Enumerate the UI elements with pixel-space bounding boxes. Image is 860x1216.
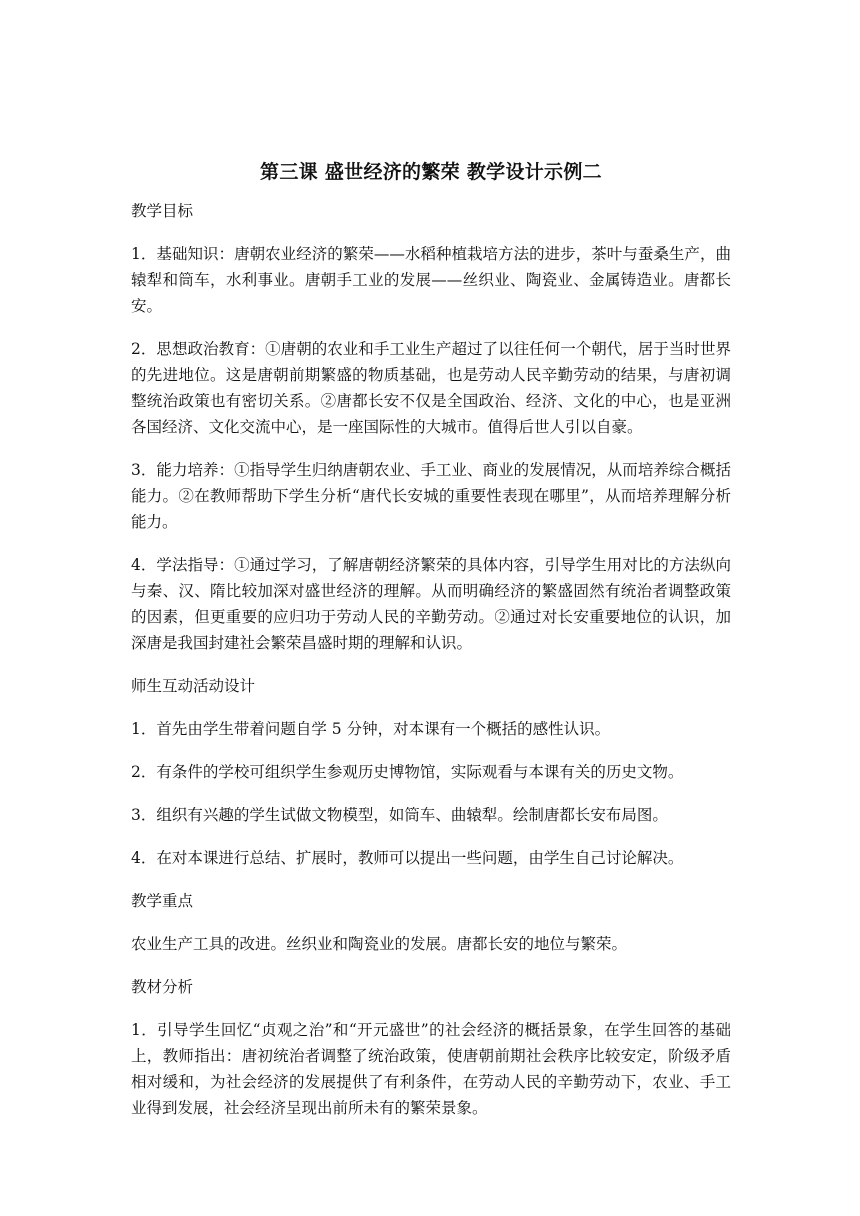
goal-paragraph-basic-knowledge: 1．基础知识：唐朝农业经济的繁荣——水稻种植栽培方法的进步，茶叶与蚕桑生产，曲辕犁和筒车，水利事业。唐朝手工业的发展——丝织业、陶瓷业、金属铸造业。唐都长安。 [131, 245, 731, 315]
document-title: 第三课 盛世经济的繁荣 教学设计示例二 [260, 161, 602, 183]
goal-paragraph-study-method: 4．学法指导：①通过学习，了解唐朝经济繁荣的具体内容，引导学生用对比的方法纵向与秦、汉、隋比较加深对盛世经济的理解。从而明确经济的繁盛固然有统治者调整政策的因素，但更重要的应归功于劳动人民的辛勤劳动。②通过对长安重要地位的认识，加深唐是我国封建社会繁荣昌盛时期的理解和认识。 [131, 556, 731, 652]
activity-item-2: 2．有条件的学校可组织学生参观历史博物馆，实际观看与本课有关的历史文物。 [131, 763, 684, 781]
material-analysis-paragraph: 1．引导学生回忆“贞观之治”和“开元盛世”的社会经济的概括景象，在学生回答的基础上，教师指出：唐初统治者调整了统治政策，使唐朝前期社会秩序比较安定，阶级矛盾相对缓和，为社会经济的发展提供了有利条件，在劳动人民的辛勤劳动下，农业、手工业得到发展，社会经济呈现出前所未有的繁荣景象。 [131, 1021, 731, 1117]
goal-paragraph-ability-training: 3．能力培养：①指导学生归纳唐朝农业、手工业、商业的发展情况，从而培养综合概括能力。②在教师帮助下学生分析“唐代长安城的重要性表现在哪里”，从而培养理解分析能力。 [131, 461, 731, 531]
section-heading-material-analysis: 教材分析 [131, 978, 194, 996]
goal-paragraph-political-education: 2．思想政治教育：①唐朝的农业和手工业生产超过了以往任何一个朝代，居于当时世界的先进地位。这是唐朝前期繁盛的物质基础，也是劳动人民辛勤劳动的结果，与唐初调整统治政策也有密切关系。②唐都长安不仅是全国政治、经济、文化的中心，也是亚洲各国经济、文化交流中心，是一座国际性的大城市。值得后世人引以自豪。 [131, 340, 731, 436]
document-content [131, 158, 731, 1138]
section-heading-teaching-goals: 教学目标 [131, 202, 194, 220]
activity-item-1: 1．首先由学生带着问题自学 5 分钟，对本课有一个概括的感性认识。 [131, 720, 611, 738]
key-points-paragraph: 农业生产工具的改进。丝织业和陶瓷业的发展。唐都长安的地位与繁荣。 [131, 935, 628, 953]
section-heading-key-points: 教学重点 [131, 892, 194, 910]
activity-item-4: 4．在对本课进行总结、扩展时，教师可以提出一些问题，由学生自己讨论解决。 [131, 849, 684, 867]
activity-item-3: 3．组织有兴趣的学生试做文物模型，如筒车、曲辕犁。绘制唐都长安布局图。 [131, 806, 668, 824]
section-heading-activity-design: 师生互动活动设计 [131, 677, 256, 695]
